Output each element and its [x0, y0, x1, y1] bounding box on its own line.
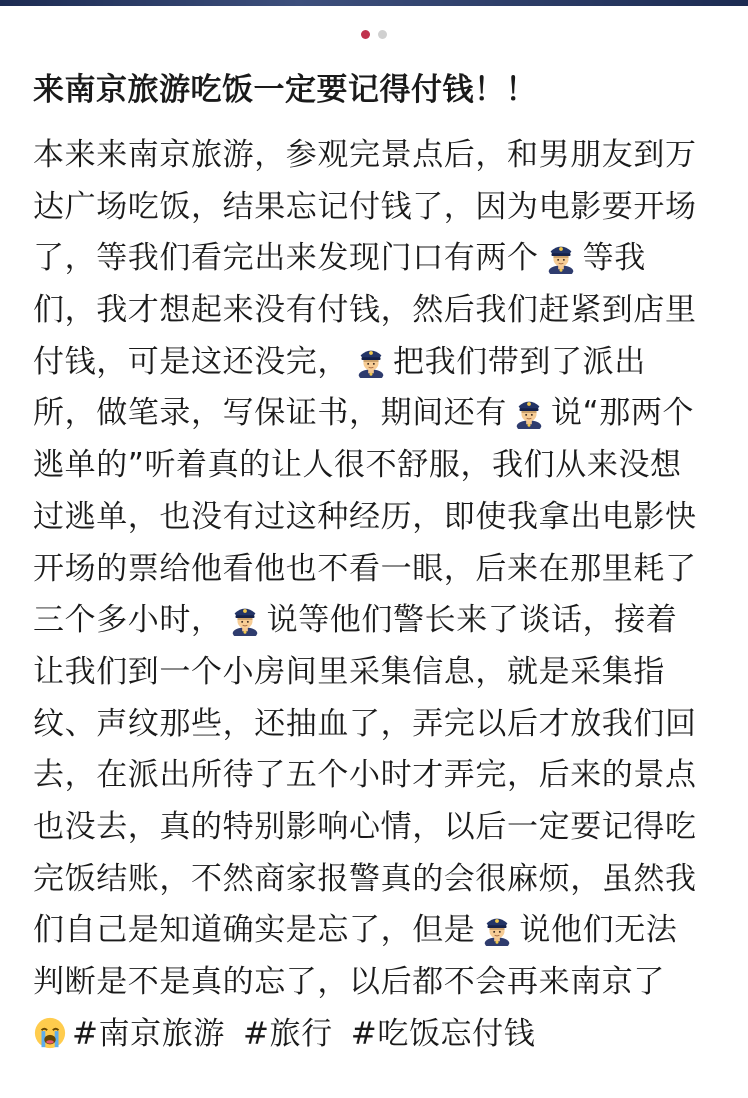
hashtag-line: [33, 1009, 721, 1061]
body-line: 也没去，真的特别影响心情，以后一定要记得吃: [33, 808, 697, 845]
top-image-edge: [0, 0, 748, 6]
body-line: 完饭结账，不然商家报警真的会很麻烦，虽然我: [33, 860, 697, 897]
police-officer-icon: [354, 344, 388, 378]
body-line: 本来来南京旅游，参观完景点后，和男朋友到万: [33, 137, 697, 173]
body-line: 去，在派出所待了五个小时才弄完，后来的景点: [33, 757, 697, 794]
body-line: 所，做笔录，写保证书，期间还有 说“那两个: [33, 395, 695, 432]
hashtag-forgot-to-pay[interactable]: #吃饭忘付钱: [350, 1015, 536, 1052]
pager-dot[interactable]: [378, 30, 387, 39]
police-officer-icon: [544, 240, 578, 274]
body-line: 了，等我们看完出来发现门口有两个 等我: [33, 240, 646, 277]
police-officer-icon: [228, 602, 262, 636]
body-line: 纹、声纹那些，还抽血了，弄完以后才放我们回: [33, 705, 697, 742]
police-officer-icon: [512, 395, 546, 429]
post-body: [33, 130, 721, 1060]
police-officer-icon: [480, 912, 514, 946]
body-line: 们自己是知道确实是忘了，但是 说他们无法: [33, 912, 678, 949]
loudly-crying-face-icon: [33, 1016, 67, 1050]
body-line: 开场的票给他看他也不看一眼，后来在那里耗了: [33, 550, 697, 587]
hashtag-travel[interactable]: #旅行: [242, 1015, 333, 1052]
body-line: 们，我才想起来没有付钱，然后我们赶紧到店里: [33, 292, 697, 329]
post-title: 来南京旅游吃饭一定要记得付钱！！: [33, 72, 537, 108]
body-line: 判断是不是真的忘了，以后都不会再来南京了: [33, 964, 665, 1000]
pager-dot-active[interactable]: [361, 30, 370, 39]
hashtag-nanjing-travel[interactable]: #南京旅游: [72, 1015, 225, 1052]
body-line: 过逃单，也没有过这种经历，即使我拿出电影快: [33, 498, 697, 535]
body-line: 让我们到一个小房间里采集信息，就是采集指: [33, 653, 665, 690]
body-line: 达广场吃饭，结果忘记付钱了，因为电影要开场: [33, 188, 697, 225]
body-line: 付钱，可是这还没完， 把我们带到了派出: [33, 343, 646, 380]
body-line: 逃单的”听着真的让人很不舒服，我们从来没想: [33, 447, 682, 484]
image-pager: [0, 30, 748, 39]
body-line: 三个多小时， 说等他们警长来了谈话，接着: [33, 602, 678, 639]
